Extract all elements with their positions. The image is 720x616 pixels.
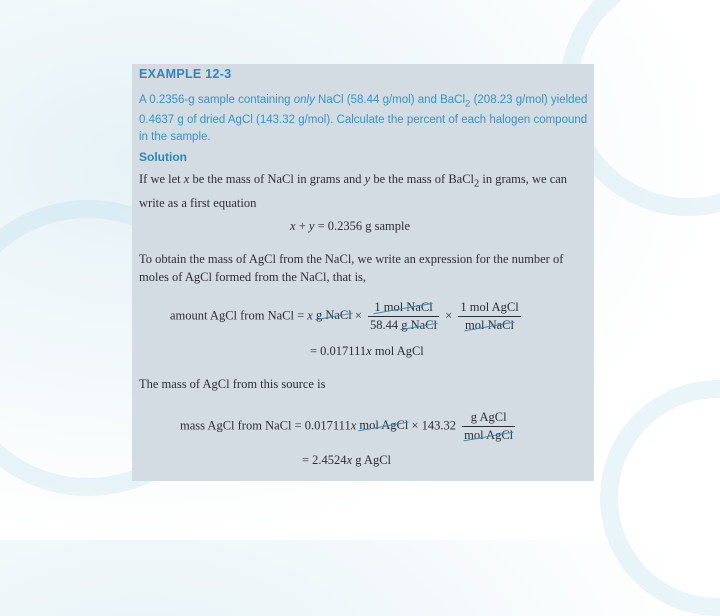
- equation-2: [170, 300, 524, 333]
- variable-x: x: [350, 418, 357, 433]
- background-swirl: [600, 380, 720, 616]
- cancelled-unit: mol AgCl: [464, 428, 514, 442]
- text: be the mass of NaCl in grams and: [189, 172, 365, 186]
- cancelled-unit: 1 mol NaCl: [374, 300, 433, 314]
- numerator: 1 mol AgCl: [458, 300, 520, 317]
- subscript: 2: [474, 178, 480, 190]
- problem-text: NaCl (58.44 g/mol) and BaCl: [314, 94, 466, 106]
- variable-x: x: [366, 344, 372, 358]
- equation-3-result: [302, 453, 391, 468]
- problem-emphasis: only: [293, 94, 315, 106]
- denominator: [458, 317, 520, 333]
- problem-statement: [139, 92, 591, 146]
- equation-2-result: [310, 344, 424, 359]
- text: If we let: [139, 172, 184, 186]
- numerator: g AgCl: [462, 410, 515, 427]
- fraction-2: [458, 300, 520, 333]
- variable-x: x: [290, 219, 296, 233]
- operator: ×: [445, 308, 456, 323]
- equation-text: × 143.32: [408, 418, 457, 433]
- fraction-3: [462, 410, 515, 443]
- operator: +: [295, 219, 309, 233]
- variable-x: x: [183, 172, 190, 186]
- numerator: [368, 300, 439, 317]
- equation-text: = 2.4524: [302, 453, 347, 467]
- paragraph-3: The mass of AgCl from this source is: [139, 377, 326, 391]
- problem-text: (208.23 g/mol) yielded 0.4637 g of dried AgCl (143.32 g/mol). Calculate the percent of each halogen compound in the sample.: [139, 94, 588, 144]
- cancelled-unit: g NaCl: [401, 318, 438, 332]
- value: 58.44: [370, 318, 402, 332]
- variable-x: x: [307, 308, 313, 323]
- problem-text: A 0.2356-g sample containing: [139, 94, 294, 106]
- variable-y: y: [364, 172, 371, 186]
- solution-heading: Solution: [139, 150, 187, 164]
- solution-intro: [139, 170, 591, 212]
- denominator: [462, 427, 515, 443]
- textbook-page: [132, 64, 594, 481]
- cancelled-unit: g NaCl: [315, 308, 352, 323]
- text: in grams, we can write as a first equation: [139, 172, 568, 210]
- variable-x: x: [346, 453, 353, 467]
- equation-3: [180, 410, 518, 443]
- example-title: EXAMPLE 12-3: [139, 67, 232, 81]
- equation-text: g AgCl: [352, 453, 392, 467]
- equation-text: = 0.017111: [310, 344, 367, 358]
- operator: ×: [351, 308, 366, 323]
- paragraph-2: To obtain the mass of AgCl from the NaCl, we write an expression for the number of moles of AgCl formed from the NaCl, that is,: [139, 252, 564, 284]
- equation-text: mass AgCl from NaCl = 0.017111: [180, 418, 351, 433]
- equation-text: mol AgCl: [371, 344, 424, 358]
- subscript: 2: [465, 98, 471, 110]
- cancelled-unit: mol AgCl: [359, 418, 409, 433]
- text: be the mass of BaCl: [370, 172, 475, 186]
- fraction-1: [368, 300, 439, 333]
- variable-y: y: [308, 219, 315, 233]
- denominator: [368, 317, 439, 333]
- equation-text: amount AgCl from NaCl =: [170, 308, 308, 323]
- equation-1: [290, 219, 410, 234]
- cancelled-unit: mol NaCl: [465, 318, 514, 332]
- equation-text: = 0.2356 g sample: [314, 219, 411, 233]
